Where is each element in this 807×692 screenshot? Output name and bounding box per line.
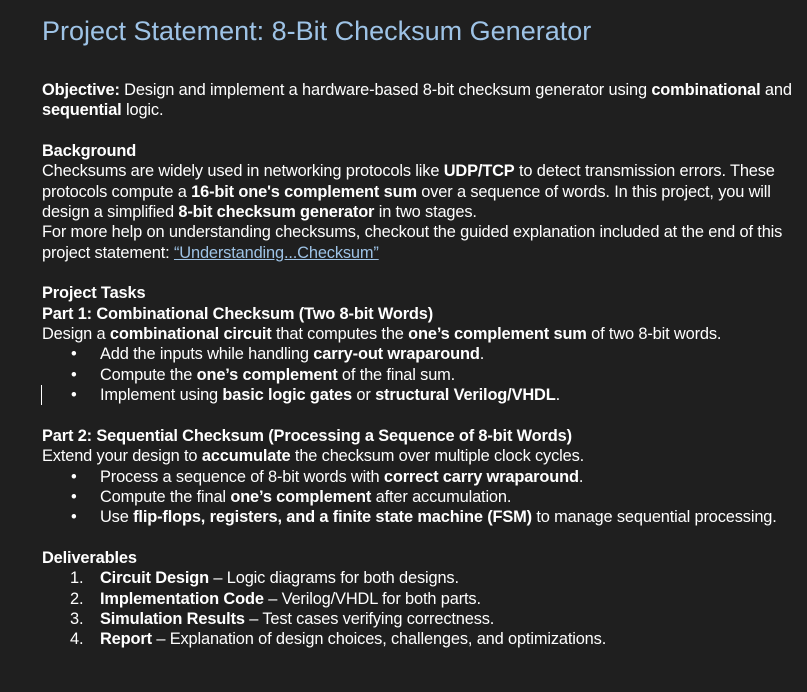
part2-heading — [42, 426, 802, 446]
list-item — [42, 467, 802, 487]
bullet-text: . — [479, 345, 485, 364]
background-section — [42, 141, 802, 263]
bullet-text: Compute the — [100, 365, 197, 384]
background-heading-text: Background — [42, 141, 137, 160]
bullet-bold: carry-out wraparound — [313, 345, 480, 364]
bullet-text: of the final sum. — [337, 365, 456, 384]
bullet-text: Process a sequence of 8-bit words with — [100, 467, 384, 486]
understanding-checksum-link[interactable]: “Understanding...Checksum” — [173, 243, 379, 262]
part1-intro-text: Design a — [42, 325, 110, 344]
bullet-text: Implement using — [100, 386, 223, 405]
bullet-bold: correct carry wraparound — [383, 467, 579, 486]
project-tasks-section — [42, 283, 802, 405]
bullet-bold: flip-flops, registers, and a finite state machine (FSM) — [133, 508, 532, 527]
objective-text: logic. — [121, 101, 164, 120]
bullet-text: . — [555, 386, 560, 405]
bullet-text: Use — [100, 508, 134, 527]
part1-heading — [42, 304, 802, 324]
deliverable-bold: Report — [100, 630, 152, 649]
page-title: Project Statement: 8-Bit Checksum Generator — [42, 16, 592, 46]
objective-paragraph — [42, 80, 802, 121]
list-item — [42, 629, 802, 649]
document-body — [42, 80, 802, 670]
deliverable-text: – Logic diagrams for both designs. — [209, 569, 459, 588]
part1-heading-text: Part 1: Combinational Checksum (Two 8-bit Words) — [42, 304, 434, 323]
list-item — [42, 344, 802, 364]
background-bold-text: UDP/TCP — [443, 162, 515, 181]
deliverables-section — [42, 548, 802, 650]
background-text: Checksums are widely used in networking protocols like — [42, 162, 444, 181]
background-text: in two stages. — [374, 203, 477, 222]
list-number: 2. — [70, 589, 84, 608]
part2-heading-text: Part 2: Sequential Checksum (Processing a Sequence of 8-bit Words) — [42, 426, 572, 445]
bullet-text: to manage sequential processing. — [531, 508, 777, 527]
text-cursor — [41, 385, 42, 405]
list-item — [42, 609, 802, 629]
part2-intro-bold: accumulate — [201, 447, 291, 466]
part1-intro-text: that computes the — [271, 325, 409, 344]
list-item — [42, 507, 802, 527]
part2-section — [42, 426, 802, 528]
objective-text: Design and implement a hardware-based 8-bit checksum generator using — [119, 81, 652, 99]
deliverable-bold: Simulation Results — [100, 609, 245, 628]
deliverables-heading — [42, 548, 802, 568]
background-text: to detect transmission errors. These protocols compute a — [42, 162, 775, 201]
part2-intro-text: Extend your design to — [42, 447, 202, 466]
deliverable-bold: Implementation Code — [100, 589, 264, 608]
part1-bullet-list — [42, 344, 802, 405]
list-item — [42, 589, 802, 609]
project-tasks-heading-text: Project Tasks — [42, 284, 146, 303]
background-heading — [42, 141, 802, 161]
deliverable-text: – Explanation of design choices, challenges, and optimizations. — [151, 630, 607, 649]
bullet-bold: one’s complement — [196, 365, 338, 384]
list-number: 3. — [70, 609, 84, 628]
part2-intro-text: the checksum over multiple clock cycles. — [290, 447, 585, 466]
list-number: 1. — [70, 569, 84, 588]
bullet-bold: structural Verilog/VHDL — [375, 386, 556, 405]
bullet-text: Compute the final — [100, 487, 231, 506]
list-item — [42, 487, 802, 507]
part1-intro — [42, 324, 802, 344]
list-item — [42, 568, 802, 588]
deliverables-list — [42, 568, 802, 650]
bullet-bold: one’s complement — [230, 487, 372, 506]
part1-intro-bold: one’s complement sum — [408, 325, 587, 344]
bullet-text: after accumulation. — [371, 487, 512, 506]
objective-section — [42, 80, 802, 121]
objective-label: Objective: — [42, 81, 120, 99]
bullet-text: or — [351, 386, 376, 405]
deliverables-heading-text: Deliverables — [42, 548, 137, 567]
background-bold-text: 8-bit checksum generator — [178, 203, 375, 222]
part1-intro-text: of two 8-bit words. — [586, 325, 722, 344]
bullet-text: Add the inputs while handling — [100, 345, 314, 364]
project-tasks-heading — [42, 283, 802, 303]
bullet-bold: basic logic gates — [222, 386, 352, 405]
part2-bullet-list — [42, 467, 802, 528]
objective-text: and — [760, 81, 792, 99]
background-bold-text: 16-bit one's complement sum — [191, 182, 417, 201]
list-item — [42, 365, 802, 385]
part2-intro — [42, 446, 802, 466]
list-number: 4. — [70, 630, 84, 649]
deliverable-text: – Test cases verifying correctness. — [244, 609, 495, 628]
background-help-text: For more help on understanding checksums, checkout the guided explanation included at the end of this project statement: — [42, 223, 783, 262]
deliverable-bold: Circuit Design — [100, 569, 210, 588]
deliverable-text: – Verilog/VHDL for both parts. — [263, 589, 481, 608]
objective-bold-text: sequential — [42, 101, 122, 120]
objective-bold-text: combinational — [651, 81, 761, 99]
background-text: over a sequence of words. In this project, you will design a simplified — [42, 182, 771, 222]
part1-intro-bold: combinational circuit — [109, 325, 272, 344]
background-help-paragraph — [42, 222, 802, 263]
background-paragraph — [42, 161, 802, 222]
list-item — [42, 385, 802, 405]
bullet-text: . — [578, 467, 584, 486]
